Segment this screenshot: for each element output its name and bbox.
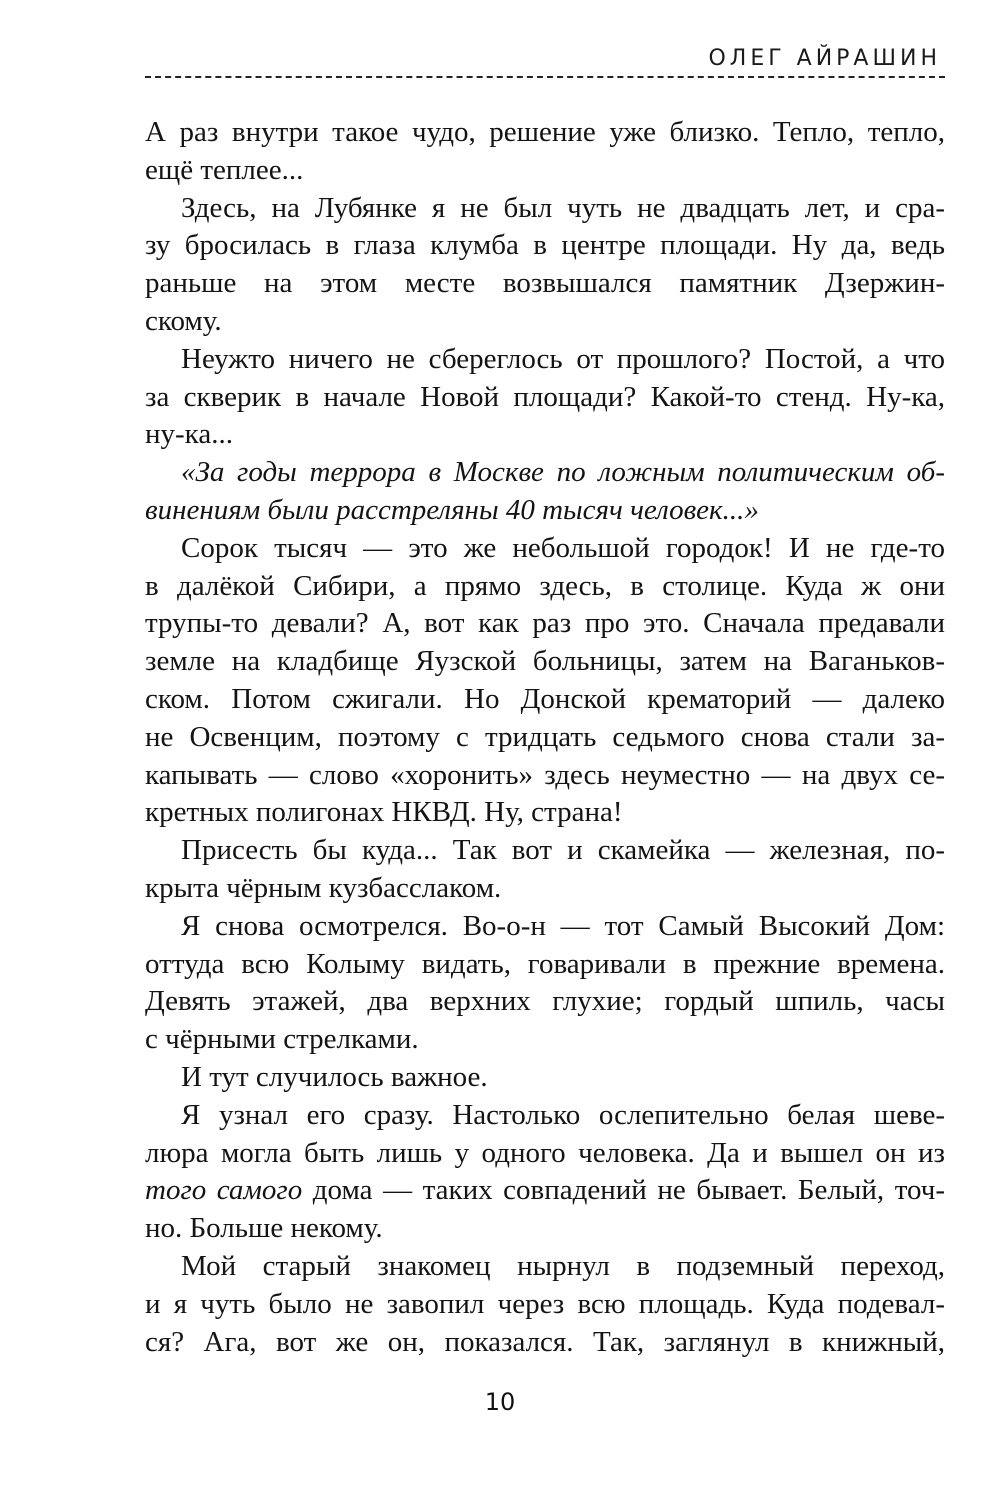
text-line: не Освенцим, поэтому с тридцать седьмого снова стали за- xyxy=(145,720,945,753)
text-line: Здесь, на Лубянке я не был чуть не двадцать лет, и сра- xyxy=(181,191,945,224)
text-line: но. Больше некому. xyxy=(145,1212,383,1245)
text-line: Девять этажей, два верхних глухие; гордый шпиль, часы xyxy=(145,985,945,1018)
body-text xyxy=(145,114,945,1361)
text-line: ещё теплее... xyxy=(145,153,304,186)
author-name: ОЛЕГ АЙРАШИН xyxy=(708,46,941,71)
text-line: за скверик в начале Новой площади? Какой-то стенд. Ну-ка, xyxy=(145,380,945,413)
page-number: 10 xyxy=(484,1388,516,1416)
emphasis-text: того самого xyxy=(145,1174,303,1207)
header-dashed-divider xyxy=(145,76,945,78)
running-header xyxy=(145,46,945,78)
text-line: Неужто ничего не сбереглось от прошлого? Постой, а что xyxy=(181,342,945,375)
text-line: Мой старый знакомец нырнул в подземный переход, xyxy=(181,1249,945,1282)
text-line: Я узнал его сразу. Настолько ослепительно белая шеве- xyxy=(181,1098,945,1131)
text-line: ся? Ага, вот же он, показался. Так, заглянул в книжный, xyxy=(145,1325,945,1358)
text-line xyxy=(145,1172,945,1210)
text-line: трупы-то девали? А, вот как раз про это. Сначала предавали xyxy=(145,607,945,640)
text-line: ну-ка... xyxy=(145,418,233,451)
text-line: скому. xyxy=(145,304,222,337)
text-line: И тут случилось важное. xyxy=(181,1060,488,1093)
text-line: земле на кладбище Яузской больницы, затем на Ваганьков- xyxy=(145,645,945,678)
text-line: люра могла быть лишь у одного человека. Да и вышел он из xyxy=(145,1136,945,1169)
text-line: Я снова осмотрелся. Во-о-н — тот Самый Высокий Дом: xyxy=(181,909,945,942)
text-line: оттуда всю Колыму видать, говаривали в прежние времена. xyxy=(145,947,945,980)
quote-line: «За годы террора в Москве по ложным политическим об- xyxy=(181,456,945,489)
text-line: кретных полигонах НКВД. Ну, страна! xyxy=(145,796,623,829)
text-line: в далёкой Сибири, а прямо здесь, в столице. Куда ж они xyxy=(145,569,945,602)
text-line: раньше на этом месте возвышался памятник Дзержин- xyxy=(145,267,945,300)
text-line: Сорок тысяч — это же небольшой городок! И не где-то xyxy=(181,531,945,564)
text-line: А раз внутри такое чудо, решение уже близко. Тепло, тепло, xyxy=(145,116,945,148)
text-line: ском. Потом сжигали. Но Донской крематорий — далеко xyxy=(145,682,945,715)
text-line: с чёрными стрелками. xyxy=(145,1023,419,1056)
text-line: капывать — слово «хоронить» здесь неуместно — на двух се- xyxy=(145,758,945,791)
text-line-rest: дома — таких совпадений не бывает. Белый, точ- xyxy=(302,1174,945,1207)
quote-line: винениям были расстреляны 40 тысяч человек...» xyxy=(145,493,759,526)
text-line: зу бросилась в глаза клумба в центре площади. Ну да, ведь xyxy=(145,229,945,262)
text-line: и я чуть было не завопил через всю площадь. Куда подевал- xyxy=(145,1287,945,1320)
text-line: Присесть бы куда... Так вот и скамейка — железная, по- xyxy=(181,834,945,867)
text-line: крыта чёрным кузбасслаком. xyxy=(145,871,502,904)
